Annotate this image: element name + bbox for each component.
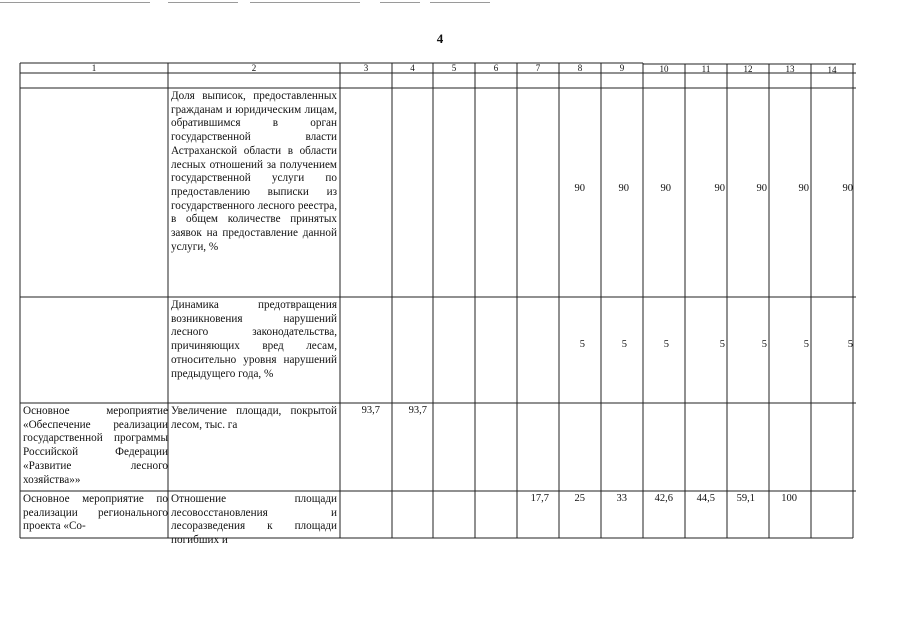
header-col-3: 3 xyxy=(363,63,369,73)
row2-value-col13: 5 xyxy=(803,339,809,350)
header-col-8: 8 xyxy=(577,63,583,73)
header-col-1: 1 xyxy=(91,63,97,73)
header-col-6: 6 xyxy=(493,63,499,73)
row2-value-col12: 5 xyxy=(761,339,767,350)
row1-value-col14: 90 xyxy=(842,183,853,194)
page-number: 4 xyxy=(436,31,444,46)
row4-value-col8: 25 xyxy=(574,493,585,504)
row2-value-col14: 5 xyxy=(847,339,853,350)
header-col-10: 10 xyxy=(659,64,669,74)
header-col-7: 7 xyxy=(535,63,541,73)
row2-value-col9: 5 xyxy=(621,339,627,350)
header-col-4: 4 xyxy=(410,63,415,73)
row2-indicator: Динамика предотвращения возникновения нарушений лесного законодательства, причиняющих вред лесам, относительно уровня нарушений предыдущего года, % xyxy=(171,299,337,380)
row1-value-col8: 90 xyxy=(574,183,585,194)
header-col-12: 12 xyxy=(743,64,753,74)
row4-value-col10: 42,6 xyxy=(654,493,673,504)
row4-value-col9: 33 xyxy=(616,493,627,504)
row3-value-col4: 93,7 xyxy=(408,405,427,416)
row2-value-col8: 5 xyxy=(579,339,585,350)
row2-value-col10: 5 xyxy=(663,339,669,350)
row4-value-col12: 59,1 xyxy=(736,493,755,504)
row4-value-col13: 100 xyxy=(781,493,797,504)
row1-value-col10: 90 xyxy=(660,183,671,194)
header-col-2: 2 xyxy=(251,63,257,73)
scan-artifact xyxy=(0,0,905,6)
row1-value-col11: 90 xyxy=(714,183,725,194)
row1-value-col9: 90 xyxy=(618,183,629,194)
row3-value-col3: 93,7 xyxy=(361,405,380,416)
row1-value-col13: 90 xyxy=(798,183,809,194)
header-col-5: 5 xyxy=(451,63,457,73)
row3-activity: Основное мероприятие «Обеспечение реализации государственной программы Российской Федерации «Развитие лесного хозяйства»» xyxy=(23,405,168,486)
row1-indicator: Доля выписок, предоставленных гражданам и юридическим лицам, обратившимся в орган государственной власти Астраханской области в области лесных отношений за получением государственной услуги по предоставлению выписки из государственного лесного реестра, в общем количестве принятых заявок на предоставление данной услуги, % xyxy=(171,90,337,253)
row2-value-col11: 5 xyxy=(719,339,725,350)
header-col-14: 14 xyxy=(827,65,837,75)
row4-value-col11: 44,5 xyxy=(696,493,715,504)
row3-indicator: Увеличение площади, покрытой лесом, тыс. га xyxy=(171,405,337,431)
header-col-9: 9 xyxy=(619,63,625,73)
header-col-13: 13 xyxy=(785,64,795,74)
row4-activity: Основное мероприятие по реализации регионального проекта «Со- xyxy=(23,493,168,533)
header-col-11: 11 xyxy=(701,64,711,74)
row1-value-col12: 90 xyxy=(756,183,767,194)
row4-indicator: Отношение площади лесовосстановления и лесоразведения к площади погибших и xyxy=(171,493,337,547)
row4-value-col7: 17,7 xyxy=(530,493,549,504)
